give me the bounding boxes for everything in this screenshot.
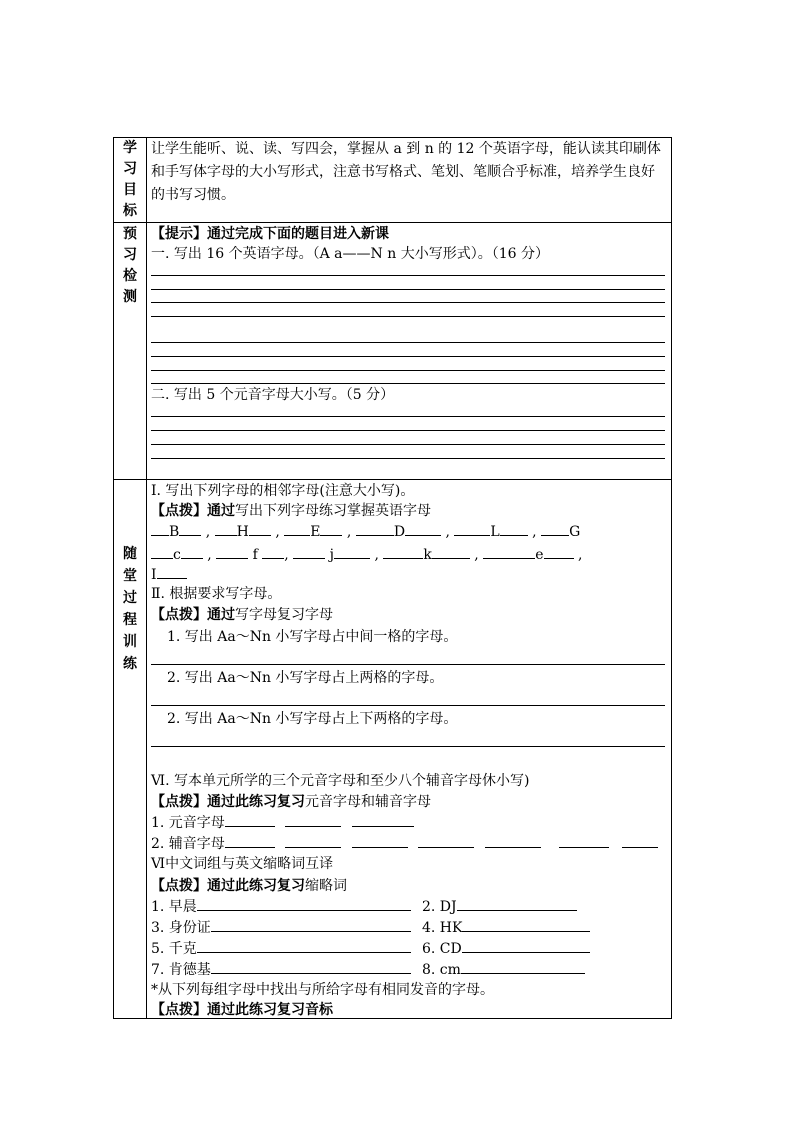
section-2-title: Ⅱ. 根据要求写字母。 [151,586,282,602]
answer-line [151,275,665,276]
answer-line [151,430,665,431]
section-2-item: 2. 写出 Aa～Nn 小写字母占上两格的字母。 [167,670,444,686]
translation-item: 3. 身份证 [151,919,411,937]
answer-line [151,356,665,357]
section-1-title: I. 写出下列字母的相邻字母(注意大小写)。 [151,483,415,499]
answer-line [151,458,665,459]
translation-item: 1. 早晨 [151,898,411,916]
preview-question-1: 一. 写出 16 个英语字母。（A a——N n 大小写形式）。（16 分） [151,246,549,262]
label-practice: 随 堂 过 程 训 练 [123,546,137,672]
column-divider [146,138,147,1018]
consonant-line: 2. 辅音字母 [151,835,658,853]
label-preview: 预 习 检 测 [123,226,137,305]
section-2-item: 1. 写出 Aa～Nn 小写字母占中间一格的字母。 [167,629,458,645]
section-8-tip: 【点拨】通过此练习复习音标 [151,1002,333,1018]
section-6-title: Ⅵ. 写本单元所学的三个元音字母和至少八个辅音字母休小写) [151,773,530,789]
lesson-table [113,137,672,1019]
section-6-tip: 【点拨】通过此练习复习元音字母和辅音字母 [151,794,431,810]
answer-line [151,316,665,317]
translation-item: 5. 千克 [151,940,411,958]
answer-line [151,444,665,445]
section-1-tip: 【点拨】通过写出下列字母练习掌握英语字母 [151,503,431,519]
label-objectives: 学 习 目 标 [123,140,137,219]
answer-line [151,383,665,384]
section-2-item: 2. 写出 Aa～Nn 小写字母占上下两格的字母。 [167,711,458,727]
answer-line [151,664,665,665]
preview-tip: 【提示】通过完成下面的题目进入新课 [151,226,389,242]
section-2-tip: 【点拨】通过写字母复习字母 [151,607,333,623]
letters-row-2: c , f , j , k , e , [151,546,582,564]
answer-line [151,746,665,747]
translation-item: 4. HK [422,919,590,937]
translation-item: 2. DJ [422,898,577,916]
preview-question-2: 二. 写出 5 个元音字母大小写。（5 分） [151,387,395,403]
letters-row-1: B , H , E , D , L , G [151,523,580,541]
answer-line [151,302,665,303]
objectives-text: 让学生能听、说、读、写四会，掌握从 a 到 n 的 12 个英语字母，能认读其印刷体和手写体字母的大小写形式，注意书写格式、笔划、笔顺合乎标准，培养学生良好的书写习惯。 [151,141,661,203]
answer-line [151,705,665,706]
answer-line [151,342,665,343]
letters-row-3: I [151,566,187,584]
answer-line [151,416,665,417]
answer-line [151,370,665,371]
answer-line [151,289,665,290]
vowel-line: 1. 元音字母 [151,814,414,832]
translation-item: 8. cm [422,961,585,979]
section-7-title: Ⅵ中文词组与英文缩略词互译 [151,856,334,872]
row-divider [114,479,671,480]
section-8-title: *从下列每组字母中找出与所给字母有相同发音的字母。 [151,982,494,998]
section-7-tip: 【点拨】通过此练习复习缩略词 [151,878,347,894]
translation-item: 7. 肯德基 [151,961,411,979]
translation-item: 6. CD [422,940,590,958]
row-divider [114,222,671,223]
